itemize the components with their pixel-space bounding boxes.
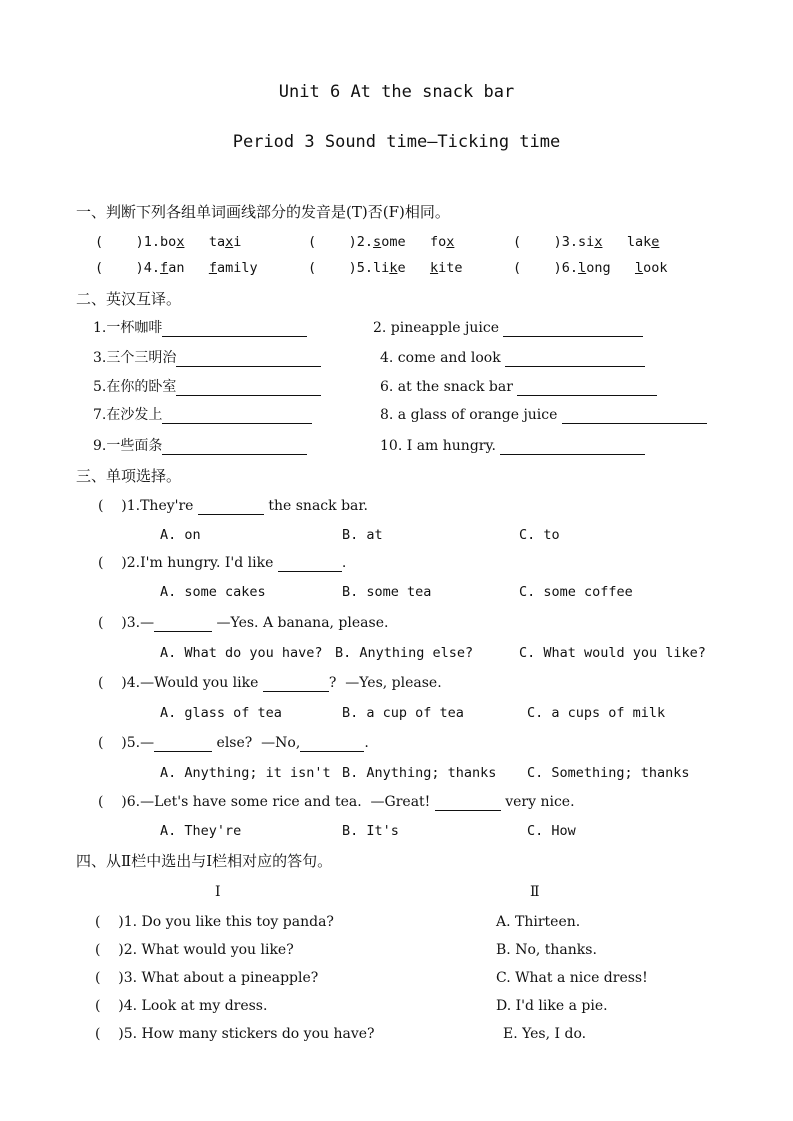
translation-item [380,406,707,424]
match-answer: D. I'd like a pie. [496,998,608,1014]
answer-blank[interactable] [162,440,307,455]
match-question-text: 1. Do you like this toy panda? [123,914,334,930]
answer-paren[interactable]: ( ) [95,260,144,276]
translation-item [380,349,645,367]
answer-paren[interactable]: ( ) [98,555,127,571]
question-text: — [140,615,155,631]
question-text: I'm hungry. I'd like [140,555,278,571]
translation-item [93,319,307,337]
answer-blank[interactable] [500,440,645,455]
question-number: 6. [126,794,141,810]
translation-item [93,406,312,424]
answer-paren[interactable]: ( ) [95,998,124,1014]
word-1: long [578,260,611,276]
phonics-item [513,259,668,277]
answer-paren[interactable]: ( ) [95,942,124,958]
word-2: kite [429,260,463,276]
match-answer: C. What a nice dress! [496,970,648,986]
answer-blank[interactable] [176,352,321,367]
question-text: the snack bar. [263,498,368,514]
translation-prompt: 6. at the snack bar [380,379,513,395]
question-line [98,614,388,632]
match-question [95,969,318,987]
question-text: — [140,735,155,751]
item-number: 6. [561,260,579,276]
section-2-heading: 二、英汉互译。 [76,290,182,308]
phonics-item [308,259,463,277]
question-number: 5. [126,735,141,751]
question-number: 1. [126,498,141,514]
underlined-letters: x [225,234,234,250]
item-number: 5. [356,260,374,276]
option-c[interactable]: C. Something; thanks [527,765,690,781]
answer-paren[interactable]: ( ) [98,735,127,751]
underlined-letters: s [373,234,382,250]
answer-blank[interactable] [517,381,657,396]
question-text: —Would you like [140,675,263,691]
item-number: 4. [143,260,161,276]
option-c[interactable]: C. How [527,823,576,839]
word-1: six [578,234,603,250]
underlined-letters: l [634,260,644,276]
question-number: 4. [126,675,141,691]
option-a[interactable]: A. some cakes [160,584,266,600]
answer-paren[interactable]: ( ) [308,260,357,276]
translation-prompt: 9.一些面条 [93,438,163,454]
column-2-header: Ⅱ [530,884,540,900]
question-line [98,674,442,692]
answer-paren[interactable]: ( ) [98,675,127,691]
option-a[interactable]: A. on [160,527,201,543]
question-text: They're [140,498,198,514]
answer-paren[interactable]: ( ) [98,794,127,810]
answer-blank[interactable] [198,500,264,515]
option-b[interactable]: B. a cup of tea [342,705,464,721]
word-1: like [373,260,406,276]
section-1-heading: 一、判断下列各组单词画线部分的发音是(T)否(F)相同。 [76,203,450,221]
option-b[interactable]: B. some tea [342,584,432,600]
question-line [98,793,575,811]
translation-prompt: 4. come and look [380,350,501,366]
item-number: 1. [143,234,161,250]
answer-blank[interactable] [154,737,212,752]
match-question [95,1025,375,1043]
answer-paren[interactable]: ( ) [95,1026,124,1042]
match-answer: B. No, thanks. [496,942,597,958]
answer-paren[interactable]: ( ) [95,914,124,930]
translation-item [373,319,643,337]
match-question-text: 3. What about a pineapple? [123,970,319,986]
answer-blank[interactable] [505,352,645,367]
section-4-heading: 四、从Ⅱ栏中选出与Ⅰ栏相对应的答句。 [76,852,333,870]
translation-prompt: 7.在沙发上 [93,407,163,423]
question-text: else? —No, [212,735,301,751]
underlined-letters: f [208,260,217,276]
match-answer: E. Yes, I do. [503,1026,587,1042]
word-2: taxi [208,234,242,250]
underlined-letters: k [429,260,439,276]
word-2: family [208,260,258,276]
translation-item [93,378,321,396]
underlined-letters: x [176,234,185,250]
word-1: box [160,234,185,250]
match-answer: A. Thirteen. [496,914,581,930]
question-line [98,734,369,752]
option-a[interactable]: A. What do you have? [160,645,323,661]
translation-prompt: 1.一杯咖啡 [93,320,163,336]
question-text: —Let's have some rice and tea. —Great! [140,794,435,810]
translation-item [380,437,645,455]
answer-blank[interactable] [300,737,364,752]
translation-item [93,349,321,367]
translation-prompt: 2. pineapple juice [373,320,499,336]
match-question-text: 5. How many stickers do you have? [123,1026,375,1042]
answer-paren[interactable]: ( ) [95,234,144,250]
phonics-item [95,259,258,277]
word-1: fan [160,260,185,276]
answer-blank[interactable] [503,322,643,337]
answer-blank[interactable] [176,381,321,396]
answer-blank[interactable] [263,677,329,692]
underlined-letters: x [594,234,603,250]
question-text: —Yes. A banana, please. [212,615,389,631]
option-a[interactable]: A. They're [160,823,242,839]
item-number: 2. [356,234,374,250]
page-subtitle: Period 3 Sound time—Ticking time [232,132,561,152]
translation-prompt: 8. a glass of orange juice [380,407,558,423]
question-text: very nice. [500,794,575,810]
option-b[interactable]: B. at [342,527,383,543]
match-question [95,997,267,1015]
option-c[interactable]: C. What would you like? [519,645,706,661]
word-2: fox [429,234,455,250]
question-text: . [364,735,369,751]
underlined-letters: e [651,234,660,250]
answer-paren[interactable]: ( ) [98,498,127,514]
phonics-item [308,233,454,251]
option-c[interactable]: C. some coffee [519,584,633,600]
question-line [98,497,368,515]
question-line [98,554,346,572]
word-2: lake [626,234,660,250]
answer-blank[interactable] [162,322,307,337]
word-1: some [373,234,406,250]
answer-paren[interactable]: ( ) [308,234,357,250]
option-c[interactable]: C. to [519,527,560,543]
underlined-letters: k [389,260,398,276]
column-1-header: Ⅰ [215,884,221,900]
match-question [95,941,294,959]
answer-blank[interactable] [278,557,342,572]
answer-paren[interactable]: ( ) [95,970,124,986]
translation-prompt: 5.在你的卧室 [93,379,177,395]
underlined-letters: x [446,234,455,250]
option-b[interactable]: B. Anything else? [335,645,474,661]
translation-prompt: 10. I am hungry. [380,438,496,454]
translation-prompt: 3.三个三明治 [93,350,177,366]
underlined-letters: l [578,260,587,276]
question-text: ? —Yes, please. [328,675,442,691]
option-a[interactable]: A. Anything; it isn't [160,765,331,781]
option-b[interactable]: B. It's [342,823,399,839]
answer-paren[interactable]: ( ) [513,260,562,276]
word-2: look [634,260,668,276]
option-c[interactable]: C. a cups of milk [527,705,666,721]
option-b[interactable]: B. Anything; thanks [342,765,497,781]
item-number: 3. [561,234,579,250]
phonics-item [513,233,659,251]
match-question [95,913,334,931]
translation-item [93,437,307,455]
answer-paren[interactable]: ( ) [98,615,127,631]
answer-paren[interactable]: ( ) [513,234,562,250]
section-3-heading: 三、单项选择。 [76,467,182,485]
question-number: 3. [126,615,141,631]
answer-blank[interactable] [562,409,707,424]
page-title: Unit 6 At the snack bar [278,82,515,102]
answer-blank[interactable] [154,617,212,632]
option-a[interactable]: A. glass of tea [160,705,282,721]
underlined-letters: f [160,260,169,276]
match-question-text: 2. What would you like? [123,942,294,958]
answer-blank[interactable] [435,796,501,811]
translation-item [380,378,657,396]
question-number: 2. [126,555,141,571]
phonics-item [95,233,241,251]
answer-blank[interactable] [162,409,312,424]
question-text: . [341,555,347,571]
match-question-text: 4. Look at my dress. [123,998,268,1014]
